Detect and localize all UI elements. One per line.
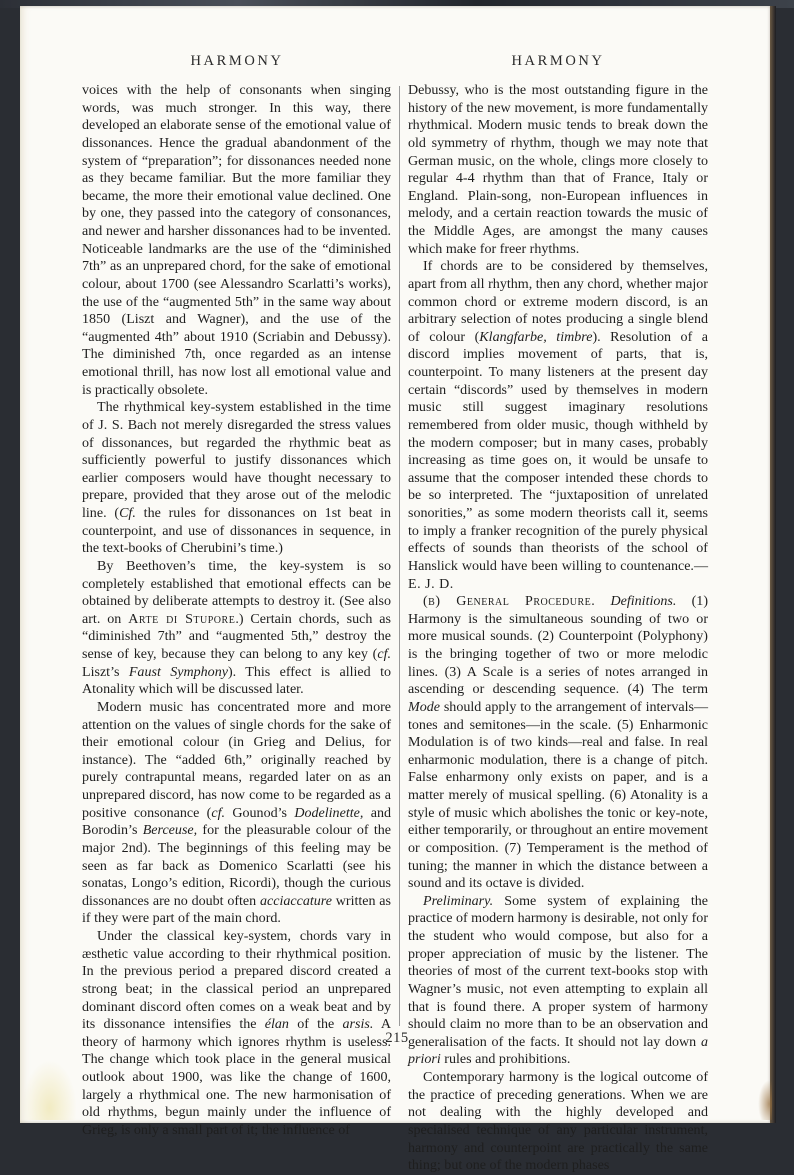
italic-term: Klangfarbe, timbre [479, 328, 593, 345]
paragraph-text: A theory of harmony which ignores rhythm is useless. The change which took place in the general musical outlook about 1900, was like the change of 1600, largely a rhythmical one. The new harmonisation of old rhythms, begun mainly under the influence of Grieg, is only a small part of it; the influence of [82, 1016, 391, 1138]
page-edge [770, 6, 776, 1123]
paragraph [408, 593, 708, 893]
cross-reference: Arte di Stupore [128, 610, 236, 627]
work-title: Berceuse, [142, 822, 198, 839]
italic-term: élan [264, 1016, 289, 1033]
subsection-heading: Preliminary. [423, 892, 494, 909]
italic-term: a priori [408, 1033, 708, 1068]
paragraph-text: Liszt’s [82, 663, 129, 680]
paragraph-text: Contemporary harmony is the logical outcome of the practice of preceding generations. When we are not dealing with the highly developed and specialised technique of any particular instrument, harmony and counterpoint are practically the same thing; but one of the modern phases [408, 1069, 708, 1174]
paragraph-text: If chords are to be considered by themselves, apart from all rhythm, then any chord, whether major common chord or extreme modern discord, is an arbitrary selection of notes producing a single blend of colour ( [408, 258, 708, 345]
paragraph-text: Debussy, who is the most outstanding figure in the history of the new movement, is more fundamentally rhythmical. Modern music tends to break down the old symmetry of rhythm, though we may note that German music, on the whole, clings more closely to regular 4-4 rhythm than that of France, Italy or England. Plain-song, non-European influences in melody, and a certain reaction towards the music of the Middle Ages, are amongst the many causes which make for freer rhythms. [408, 82, 708, 257]
section-heading: (b) General Procedure. [423, 593, 596, 610]
paragraph-text: Modern music has concentrated more and more attention on the values of single chords for the sake of their emotional colour (in Grieg and Delius, for instance). The “added 6th,” originally reached by purely contrapuntal means, regarded later on as an unprepared discord, has now come to be regarded as a positive consonance ( [82, 698, 391, 821]
italic-term: acciaccature [259, 892, 332, 909]
paragraph [82, 558, 391, 699]
paragraph-text: ). This effect is allied to Atonality which will be discussed later. [82, 663, 392, 698]
italic-abbreviation: Cf. [119, 505, 136, 521]
paragraph-text: .) Certain chords, such as “diminished 7th” and “augmented 5th,” destroy the sense of key, because they can belong to any key ( [82, 610, 391, 662]
paragraph [408, 258, 708, 593]
work-title: Faust Symphony [128, 663, 228, 680]
paragraph [408, 893, 708, 1069]
page-number: 215 [385, 1030, 409, 1046]
subsection-heading: Definitions. [610, 593, 677, 610]
paragraph-text: Under the classical key-system, chords vary in æsthetic value according to their rhythmical position. In the previous period a prepared discord created a strong beat; in the classical period an unprepared dominant discord often comes on a weak beat and by its dissonance intensifies the [82, 928, 391, 1033]
paragraph-text: written as if they were part of the main chord. [82, 892, 391, 927]
paragraph-text: (1) Harmony is the simultaneous sounding of two or more musical sounds. (2) Counterpoint (Polyphony) is the bringing together of two or more melodic lines. (3) A Scale is a series of notes arranged in ascending or descending sequence. (4) The term [408, 593, 709, 698]
column-divider [399, 86, 400, 1026]
right-column [408, 82, 708, 1175]
work-title: Dodelinette, [294, 804, 364, 821]
page-stain [22, 1060, 77, 1120]
italic-abbreviation: cf. [377, 646, 391, 662]
running-head-left: HARMONY [190, 53, 284, 69]
paragraph-text: of the [288, 1016, 343, 1033]
paragraph-text: By Beethoven’s time, the key-system is so completely established that emotional effects can be obtained by deliberate attempts to destroy it. (See also art. on [82, 557, 391, 627]
paragraph [408, 1069, 708, 1175]
paragraph-text: rules and prohibitions. [440, 1051, 571, 1068]
paragraph-text: should apply to the arrangement of intervals—tones and semitones—in the scale. (5) Enharmonic Modulation is of two kinds—real and false. In real enharmonic modulation, there is a change of pitch. False enharmony only exists on paper, and is a matter merely of musical spelling. (6) Atonality is a style of music which abolishes the tonic or key-note, either temporarily, or throughout an entire movement or composition. (7) Temperament is the method of tuning; the manner in which the distance between a sound and its octave is divided. [408, 698, 708, 892]
paragraph-text: and Borodin’s [82, 804, 391, 839]
paragraph-text: the rules for dissonances on 1st beat in counterpoint, and use of dissonances in sequence, in the text-books of Cherubini’s time.) [82, 505, 391, 557]
paragraph-text: for the pleasurable colour of the major 2nd). The beginnings of this feeling may be seen as far back as Domenico Scarlatti (see his sonatas, Longo’s edition, Ricordi), though the curious dissonances are no doubt often [82, 822, 391, 909]
paragraph-text: Some system of explaining the practice of modern harmony is desirable, not only for the student who would compose, but also for a proper appreciation of music by the listener. The theories of most of the current text-books stop with Wagner’s music, not even attempting to explain all that is found there. A proper system of harmony should claim no more than to be an observation and generalisation of the facts. It should not lay down [408, 892, 708, 1050]
paragraph-text: The rhythmical key-system established in the time of J. S. Bach not merely disregarded the stress values of dissonances, but regarded the rhythmic beat as sufficiently powerful to justify dissonances which earlier composers would have thought necessary to prepare, provided that they arose out of the melodic line. ( [82, 399, 391, 521]
paragraph-text: Gounod’s [225, 804, 295, 821]
page-stain [758, 1080, 772, 1120]
paragraph-text: ). Resolution of a discord implies movement of parts, that is, counterpoint. To many listeners at the present day certain “discords” used by themselves in modern music still suggest imaginary resolutions remembered from older music, though withheld by the modern composer; but in many cases, probably increasing as time goes on, it would be unsafe to assume that the composer intended these chords to be so interpreted. The “juxtaposition of unrelated sonorities,” as some modern theorists call it, seems to imply a franker recognition of the purely physical effects of sounds than theorists of the school of Hanslick would have been willing to countenance.— [408, 328, 708, 574]
italic-term: arsis. [342, 1016, 374, 1033]
italic-term: Mode [408, 698, 440, 715]
paragraph [82, 928, 391, 1140]
running-head-right: HARMONY [511, 53, 605, 69]
paragraph [408, 82, 708, 258]
paragraph-text: voices with the help of consonants when singing words, was much stronger. In this way, there developed an elaborate sense of the emotional value of dissonances. Hence the gradual abandonment of the system of “preparation”; for dissonances needed none as they became familiar. But the more familiar they became, the more their emotional value declined. One by one, they passed into the category of consonances, and newer and harsher dissonances had to be invented. Noticeable landmarks are the use of the “diminished 7th” as an unprepared chord, for the sake of emotional colour, about 1700 (see Alessandro Scarlatti’s works), the use of the “augmented 5th” in the same way about 1850 (Liszt and Wagner), and the use of the “augmented 4th” about 1910 (Scriabin and Debussy). The diminished 7th, once regarded as an intense emotional thrill, has now lost all emotional value and is practically obsolete. [82, 82, 391, 398]
paragraph [82, 82, 391, 399]
paragraph [82, 699, 391, 928]
paragraph [82, 399, 391, 558]
author-initials: E. J. D. [408, 575, 454, 592]
left-column [82, 82, 391, 1140]
italic-abbreviation: cf. [211, 804, 226, 821]
